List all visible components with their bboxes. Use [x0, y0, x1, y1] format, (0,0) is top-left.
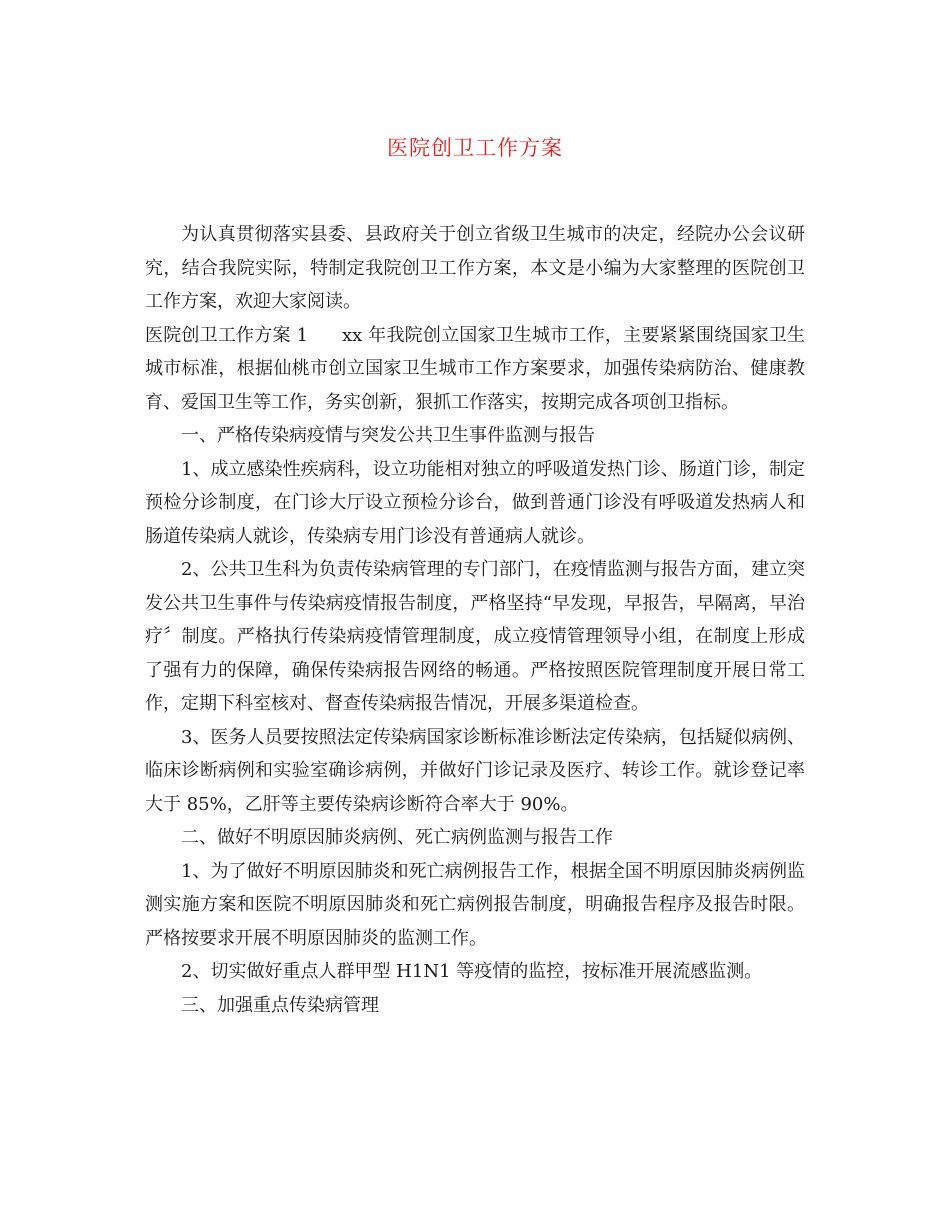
section-1-item-2: 2、公共卫生科为负责传染病管理的专门部门，在疫情监测与报告方面，建立突发公共卫生事件与传染病疫情报告制度，严格坚持“早发现，早报告，早隔离，早治疗〞制度。严格执行传染病疫情管理制度，成立疫情管理领导小组，在制度上形成了强有力的保障，确保传染病报告网络的畅通。严格按照医院管理制度开展日常工作，定期下科室核对、督查传染病报告情况，开展多渠道检查。 [145, 559, 805, 714]
section-2-item-1: 1、为了做好不明原因肺炎和死亡病例报告工作，根据全国不明原因肺炎病例监测实施方案和医院不明原因肺炎和死亡病例报告制度，明确报告程序及报告时限。严格按要求开展不明原因肺炎的监测工作。 [145, 860, 805, 949]
document-title: 医院创卫工作方案 [387, 136, 563, 160]
intro-paragraph: 为认真贯彻落实县委、县政府关于创立省级卫生城市的决定，经院办公会议研究，结合我院实际，特制定我院创卫工作方案，本文是小编为大家整理的医院创卫工作方案，欢迎大家阅读。 [145, 224, 805, 312]
section-heading-2: 二、做好不明原因肺炎病例、死亡病例监测与报告工作 [181, 827, 613, 848]
plan-heading: 医院创卫工作方案 1 [145, 324, 309, 346]
section-1-item-3: 3、医务人员要按照法定传染病国家诊断标准诊断法定传染病，包括疑似病例、临床诊断病例和实验室确诊病例，并做好门诊记录及医疗、转诊工作。就诊登记率大于 85%，乙肝等主要传染病诊断符合率大于 90%。 [145, 726, 805, 815]
section-heading-3: 三、加强重点传染病管理 [181, 994, 379, 1016]
plan-paragraph [145, 319, 805, 420]
section-heading-1: 一、严格传染病疫情与突发公共卫生事件监测与报告 [181, 425, 595, 446]
section-1-item-1: 1、成立感染性疾病科，设立功能相对独立的呼吸道发热门诊、肠道门诊，制定预检分诊制度，在门诊大厅设立预检分诊台，做到普通门诊没有呼吸道发热病人和肠道传染病人就诊，传染病专用门诊没有普通病人就诊。 [145, 458, 805, 547]
section-2-item-2: 2、切实做好重点人群甲型 H1N1 等疫情的监控，按标准开展流感监测。 [181, 961, 763, 982]
plan-intro: xx 年我院创立国家卫生城市工作，主要紧紧围绕国家卫生城市标准，根据仙桃市创立国家卫生城市工作方案要求，加强传染病防治、健康教育、爱国卫生等工作，务实创新，狠抓工作落实，按期完成各项创卫指标。 [145, 324, 805, 413]
document-body [145, 218, 805, 1022]
